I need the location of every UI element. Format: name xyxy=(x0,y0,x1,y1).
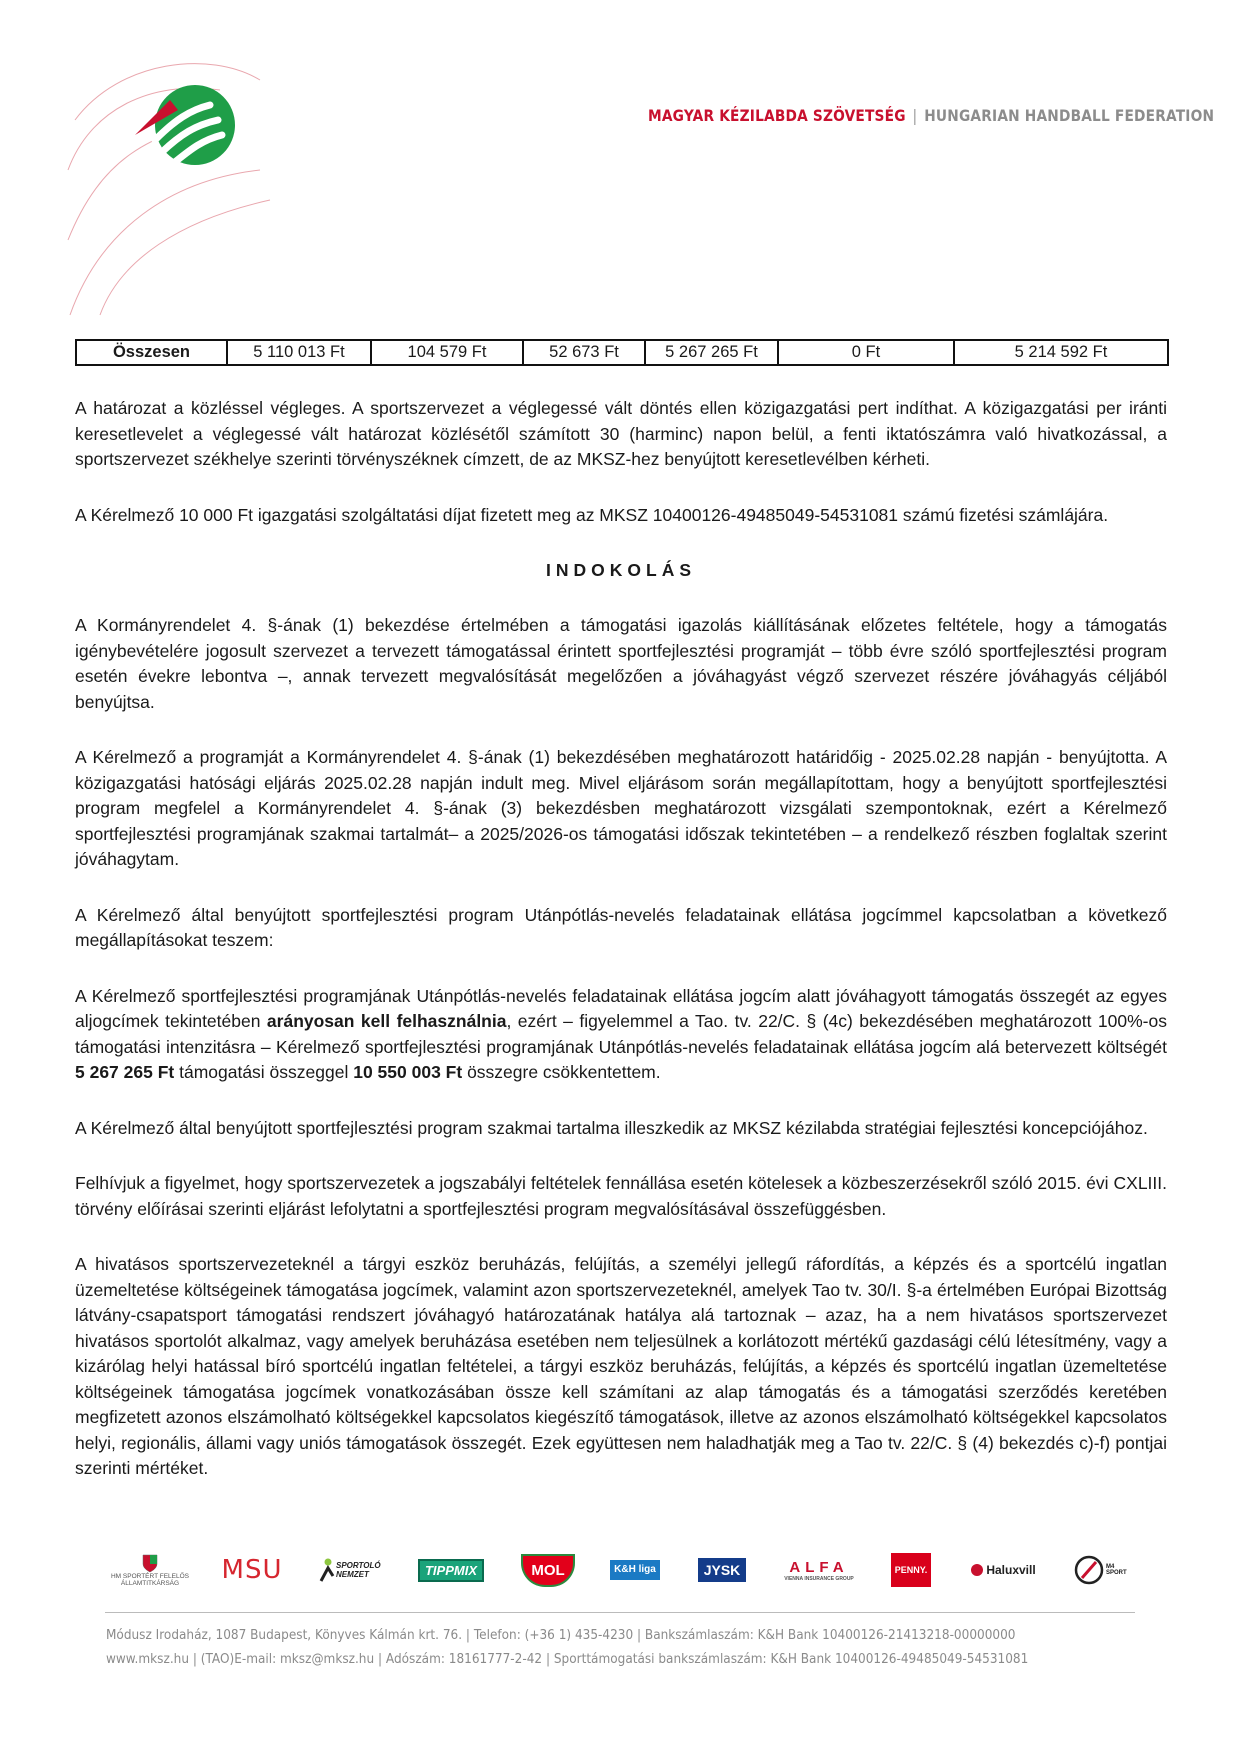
paragraph: Felhívjuk a figyelmet, hogy sportszervezetek a jogszabályi feltételek fennállása esetén kötelesek a közbeszerzésekről szóló 2015. évi CXLIII. törvény előírásai szerinti eljárást lefolytatni a sportfejlesztési program megvalósításával összefüggésben. xyxy=(75,1173,1167,1219)
coat-of-arms-icon xyxy=(110,1550,190,1590)
sponsor-label: PENNY. xyxy=(891,1553,932,1587)
summary-table xyxy=(75,339,1169,366)
sportolo-nemzet-logo-icon xyxy=(314,1550,384,1590)
tippmix-logo-icon xyxy=(411,1550,491,1590)
paragraph xyxy=(75,984,1167,1086)
bold-amount: 10 550 003 Ft xyxy=(353,1062,463,1082)
table-cell: 5 267 265 Ft xyxy=(645,340,778,365)
brand-separator: | xyxy=(912,106,918,125)
bold-amount: 5 267 265 Ft xyxy=(75,1062,175,1082)
paragraph: A Kormányrendelet 4. §-ának (1) bekezdése értelmében a támogatási igazolás kiállításának előzetes feltétele, hogy a támogatás igénybevételére jogosult szervezet a tervezett támogatással érintett sportfejlesztési programját – több évre szóló sportfejlesztési program esetén évekre lebontva –, annak tervezett megvalósítását megelőzően a jóváhagyást végző szervezet részére jóváhagyás céljából benyújtsa. xyxy=(75,615,1167,712)
sponsor-label: SPORTOLÓ NEMZET xyxy=(336,1561,381,1579)
sponsor-sub-label: VIENNA INSURANCE GROUP xyxy=(784,1575,854,1582)
text-run: összegre csökkentettem. xyxy=(462,1062,661,1082)
haluxvill-logo-icon xyxy=(963,1550,1043,1590)
text-run: támogatási összeggel xyxy=(174,1062,354,1082)
table-cell: 5 110 013 Ft xyxy=(227,340,371,365)
federation-name xyxy=(648,106,1214,125)
bold-text: arányosan kell felhasználnia xyxy=(266,1011,507,1031)
sponsor-label: K&H liga xyxy=(610,1560,660,1580)
footer-contact-line: www.mksz.hu | (TAO)E-mail: mksz@mksz.hu | Adószám: 18161777-2-42 | Sporttámogatási bankszámlaszám: K&H Bank 10400126-49485049-54531081 xyxy=(106,1652,1029,1667)
sponsor-label: M4 SPORT xyxy=(1106,1564,1127,1576)
m4-sport-logo-icon xyxy=(1070,1550,1130,1590)
alfa-logo-icon xyxy=(779,1550,859,1590)
sponsor-label: TIPPMIX xyxy=(418,1559,484,1582)
paragraph: A hivatásos sportszervezeteknél a tárgyi eszköz beruházás, felújítás, a személyi jellegű ráfordítás, a képzés és a sportcélú ingatlan üzemeltetése költségeinek támogatása jogcímek, valamint azon sportszervezeteknél, amelyek Tao tv. 30/I. §-a értelmében Európai Bizottság látvány-csapatsport támogatási rendszert jóváhagyó határozatának hatálya alá tartoznak – azaz, ha a nem hivatásos sportszervezet hivatásos sportolót alkalmaz, vagy amelyek beruházása esetében nem teljesülnek a korlátozott mértékű gazdasági célú létesítmény, vagy a kizárólag helyi hatással bíró sportcélú ingatlan feltételei, a tárgyi eszköz beruházás, felújítás, a képzés és sportcélú ingatlan üzemeltetése költségeinek támogatása jogcímek vonatkozásában össze kell számítani az alap támogatás és a támogatási szerződés keretében megfizetett azonos elszámolható költségekkel kapcsolatos kiegészítő támogatások, illetve az azonos elszámolható költségekkel kapcsolatos helyi, regionális, állami vagy uniós támogatások összegét. Ezek együttesen nem haladhatják meg a Tao tv. 22/C. § (4) bekezdés c)-f) pontjai szerinti mértéket. xyxy=(75,1254,1167,1478)
sponsor-label: JYSK xyxy=(698,1558,747,1582)
footer-divider xyxy=(105,1612,1135,1613)
paragraph: A Kérelmező 10 000 Ft igazgatási szolgáltatási díjat fizetett meg az MKSZ 10400126-49485049-54531081 számú fizetési számlájára. xyxy=(75,504,1109,525)
sponsor-label: MOL xyxy=(523,1556,572,1585)
mksz-handball-logo-icon xyxy=(130,80,240,175)
section-heading: INDOKOLÁS xyxy=(546,560,696,580)
table-cell: 0 Ft xyxy=(778,340,954,365)
paragraph: A Kérelmező a programját a Kormányrendelet 4. §-ának (1) bekezdésében meghatározott határidőig - 2025.02.28 napján - benyújtotta. A közigazgatási hatósági eljárás 2025.02.28 napján indult meg. Mivel eljárásom során megállapítottam, hogy a benyújtott sportfejlesztési program megfelel a Kormányrendelet 4. §-ának (3) bekezdésben meghatározott vizsgálati szempontoknak, ezért a Kérelmező sportfejlesztési programjának szakmai tartalmát– a 2025/2026-os támogatási időszak tekintetében – a rendelkező részben foglaltak szerint jóváhagytam. xyxy=(75,747,1167,869)
table-row xyxy=(76,340,1168,365)
mol-logo-icon xyxy=(518,1550,578,1590)
paragraph: A Kérelmező által benyújtott sportfejlesztési program szakmai tartalma illeszkedik az MKSZ kézilabda stratégiai fejlesztési koncepciójához. xyxy=(75,1117,1148,1138)
text-run: , ezért – figyelemmel a Tao. tv. 22/C. § (4c) bekezdésében meghatározott 100%-os támogatási intenzitásra – Kérelmező sportfejlesztési programjának Utánpótlás-nevelés feladatainak ellátása jogcím alá betervezett költségét xyxy=(75,1011,1167,1057)
penny-logo-icon xyxy=(886,1550,936,1590)
sponsor-logos xyxy=(110,1546,1130,1594)
table-cell: 5 214 592 Ft xyxy=(954,340,1168,365)
jysk-logo-icon xyxy=(692,1550,752,1590)
footer xyxy=(106,1624,1146,1672)
kh-liga-logo-icon xyxy=(605,1550,665,1590)
footer-address-line: Módusz Irodaház, 1087 Budapest, Könyves Kálmán krt. 76. | Telefon: (+36 1) 435-4230 | Bankszámlaszám: K&H Bank 10400126-21413218-00000000 xyxy=(106,1628,1016,1643)
paragraph: A Kérelmező által benyújtott sportfejlesztési program Utánpótlás-nevelés feladatainak ellátása jogcímmel kapcsolatban a következő megállapításokat teszem: xyxy=(75,904,1167,950)
total-label: Összesen xyxy=(76,340,227,365)
sponsor-label: HM SPORTÉRT FELELŐS ÁLLAMTITKÁRSÁG xyxy=(110,1573,190,1587)
sponsor-label: Haluxvill xyxy=(986,1563,1036,1577)
document-body xyxy=(75,396,1167,1512)
brand-en: HUNGARIAN HANDBALL FEDERATION xyxy=(924,106,1215,125)
text-run: A Kérelmező sportfejlesztési programjának Utánpótlás-nevelés feladatainak ellátása jogcím alatt jóváhagyott támogatás összegét az egyes aljogcímek tekintetében xyxy=(75,985,1167,1031)
paragraph: A határozat a közléssel végleges. A sportszervezet a véglegessé vált döntés ellen közigazgatási pert indíthat. A közigazgatási per iránti keresetlevelet a véglegessé vált határozat közlésétől számított 30 (harminc) napon belül, a fenti iktatószámra való hivatkozással, a sportszervezet székhelye szerinti törvényszéknek címzett, de az MKSZ-hez benyújtott keresetlevélben kérheti. xyxy=(75,398,1167,469)
table-cell: 104 579 Ft xyxy=(371,340,523,365)
sponsor-label: ALFA xyxy=(789,1558,849,1576)
table-cell: 52 673 Ft xyxy=(523,340,645,365)
msu-logo-icon: MSU xyxy=(221,1555,283,1585)
brand-hu: MAGYAR KÉZILABDA SZÖVETSÉG xyxy=(648,106,906,125)
